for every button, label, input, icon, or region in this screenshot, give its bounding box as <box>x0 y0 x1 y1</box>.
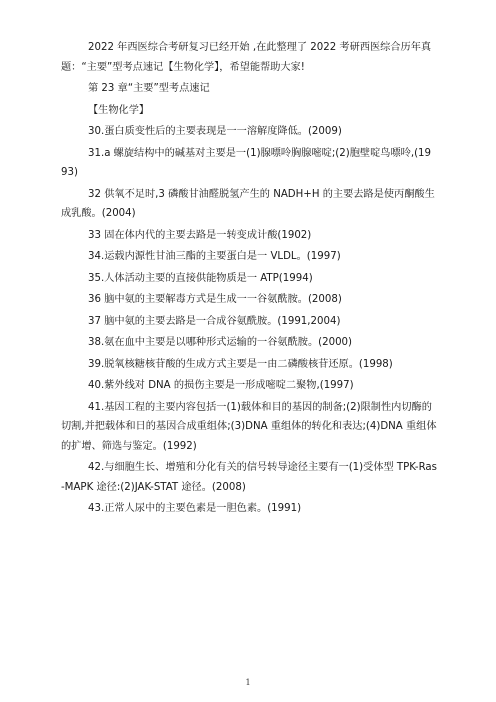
document-body <box>61 38 437 521</box>
item-42: 42.与细胞生长、增殖和分化有关的信号转导途径主要有一(1)受体型 TPK-Ras-MAPK 途径:(2)JAK-STAT 途径。(2008) <box>61 462 437 493</box>
chapter-heading: 第 23 章“主要”型考点速记 <box>88 83 210 94</box>
section-heading: 【生物化学】 <box>88 104 150 116</box>
item-39: 39.脱氧核糖核苷酸的生成方式主要是一由二磷酸核苷还原。(1998) <box>88 358 393 370</box>
item-32: 32 供氧不足时,3 磷酸甘油醛脱氢产生的 NADH+H 的主要去路是使丙酮酸生成乳酸。(2004) <box>61 188 435 219</box>
item-31: 31.a 螺旋结构中的碱基对主要是一(1)腺嘌呤胸腺嘧啶;(2)胞壁啶鸟嘌呤,(1993) <box>61 147 432 178</box>
item-30: 30.蛋白质变性后的主要表现是一一溶解度降低。(2009) <box>88 126 342 137</box>
intro-paragraph: 2022 年西医综合考研复习已经开始 ,在此整理了 2022 考研西医综合历年真题：“主要”型考点速记【生物化学】，希望能帮助大家! <box>61 42 432 73</box>
item-37: 37 脑中氨的主要去路是一合成谷氨酰胺。(1991,2004) <box>88 315 341 327</box>
item-34: 34.运载内源性甘油三酯的主要蛋白是一 VLDL。(1997) <box>88 251 341 262</box>
page-number: 1 <box>245 678 251 687</box>
item-40: 40.紫外线对 DNA 的损伤主要是一形成嘧啶二聚物,(1997) <box>88 380 354 391</box>
item-41: 41.基因工程的主要内容包括一(1)载体和目的基因的制备;(2)限制性内切酶的切割,并把载体和日的基因合成重组体;(3)DNA 重组体的转化和表达;(4)DNA 重组体的扩增、筛选与鉴定。(1992) <box>61 401 437 452</box>
item-43: 43.正常人尿中的主要色素是一胆色素。(1991) <box>88 503 302 514</box>
item-38: 38.氨在血中主要是以哪种形式运输的一谷氨酰胺。(2000) <box>88 337 353 348</box>
item-36: 36 脑中氨的主要解毒方式是生成一一谷氨酰胺。(2008) <box>88 294 342 305</box>
item-35: 35.人体活动主要的直接供能物质是一 ATP(1994) <box>88 272 313 284</box>
item-33: 33 固在体内代的主要去路是一转变成计酸(1902) <box>88 229 312 241</box>
